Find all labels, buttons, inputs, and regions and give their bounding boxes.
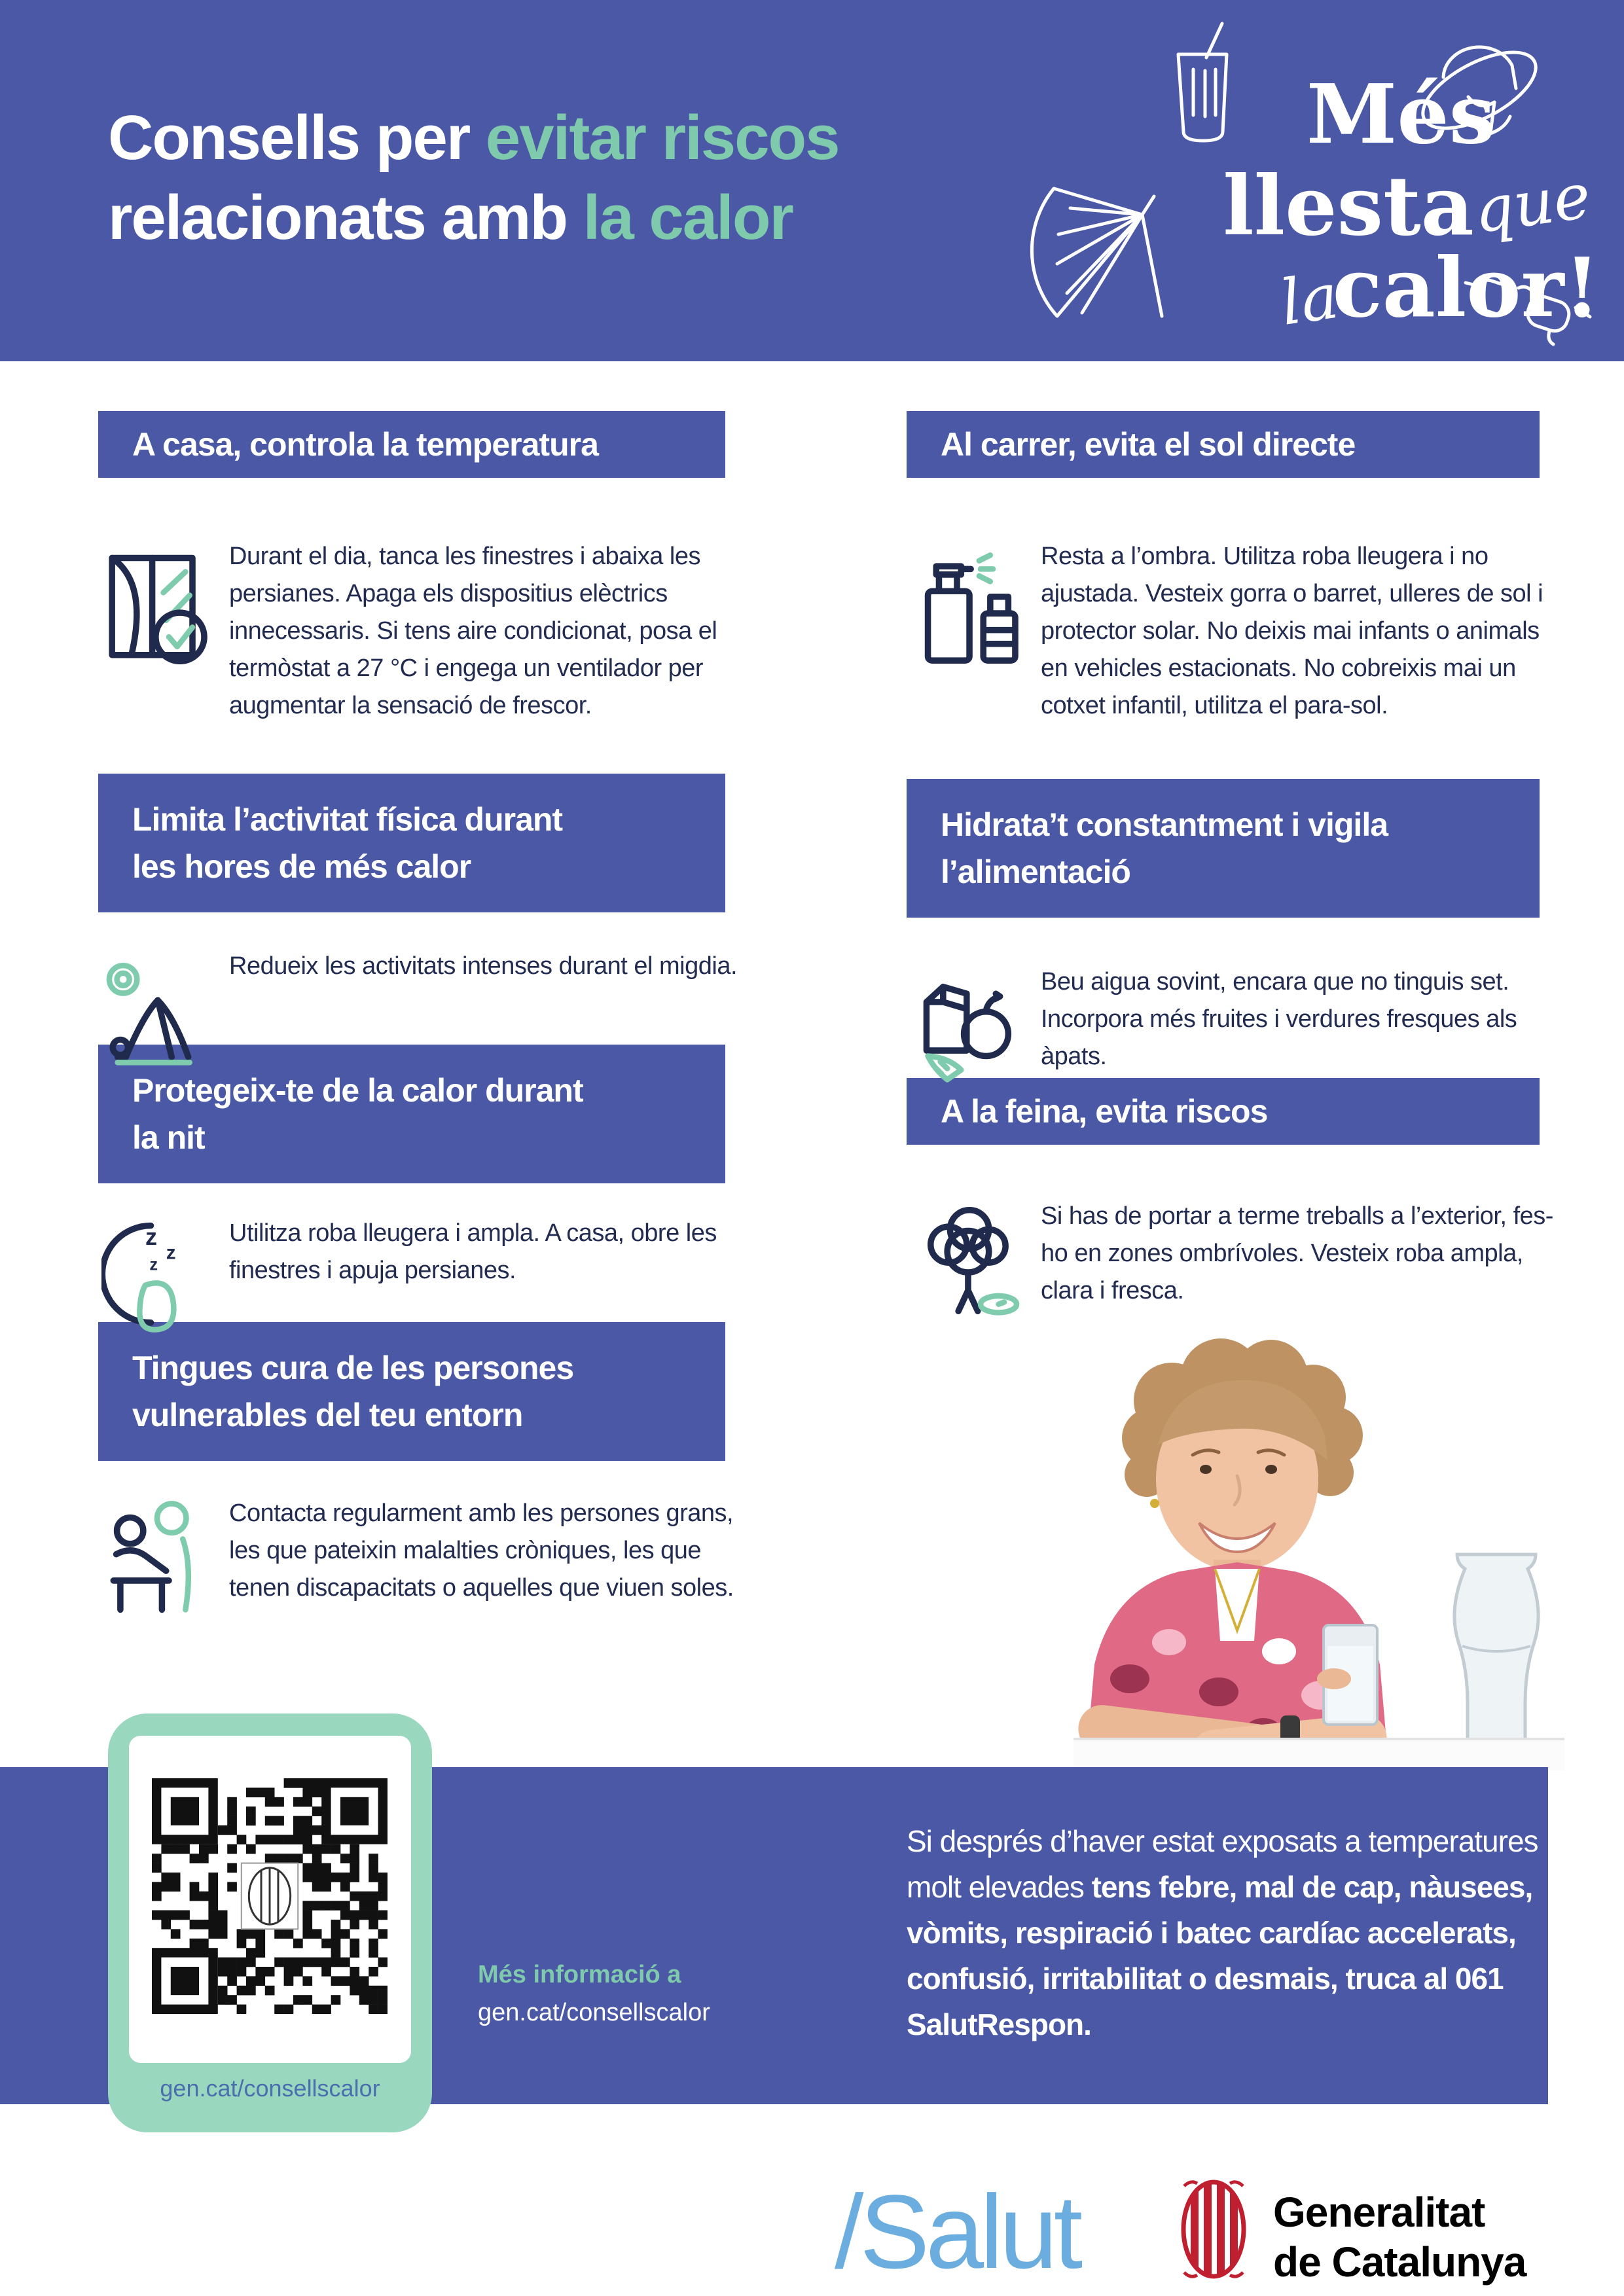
yoga-icon [101,952,213,1069]
moon-sleep-icon [101,1219,213,1336]
logo-word-llesta: llesta [1223,158,1474,254]
salut-logo: /Salut [835,2173,1079,2290]
tip-text: Contacta regularment amb les persones grans, les que pateixin malalties cròniques, les que tenen discapacitats o aquelles que viuen soles. [229,1499,734,1602]
water-carafe [1454,1554,1538,1765]
window-check-icon [101,552,213,670]
more-info-lead: Més informació a [478,1961,681,1988]
tip-home-temperature [98,538,759,725]
bar-text: Al carrer, evita el sol directe [941,426,1356,463]
logo-word-calor: calor! [1332,240,1600,336]
bar-text-line1: Protegeix-te de la calor durant [132,1072,583,1109]
bar-text: A la feina, evita riscos [941,1093,1268,1130]
alert-emphasis: tens febre, mal de cap, nàusees, vòmits, respiració i batec cardíac accelerats, confusió, irritabilitat o desmais, truca al 061 SalutRespon. [907,1870,1533,2041]
alert-intro: Si després d’haver estat exposats a temperatures molt elevades [907,1824,1538,1904]
title-line2-white: relacionats amb [108,183,583,253]
generalitat-line2: de Catalunya [1273,2238,1526,2286]
header [0,0,1624,361]
tip-text: Utilitza roba lleugera i ampla. A casa, obre les finestres i apuja persianes. [229,1219,717,1284]
generalitat-line1: Generalitat [1273,2189,1485,2236]
tip-text: Beu aigua sovint, encara que no tinguis set. Incorpora més fruites i verdures fresques als àpats. [1041,968,1517,1070]
section-title-street-sun [907,411,1540,478]
more-info-block [478,1956,710,2032]
table [1074,1739,1564,1770]
section-title-hydration [907,779,1540,918]
section-title-home-temperature [98,411,725,478]
campaign-logo-mes-llesta-que-la-calor [1018,18,1600,340]
qr-frame [129,1736,411,2063]
section-title-work-risks [907,1078,1540,1145]
tip-text: Durant el dia, tanca les finestres i abaixa les persianes. Apaga els dispositius elèctrics innecessaris. Si tens aire condicionat, posa el termòstat a 27 °C i engega un ventilador per augmentar la sensació de frescor. [229,543,717,719]
title-line1-white: Consells per [108,103,486,173]
bar-text-line2: la nit [132,1119,205,1156]
generalitat-wordmark [1273,2187,1526,2287]
qr-caption: gen.cat/consellscalor [160,2075,380,2102]
svg-text:z: z [166,1242,176,1264]
bar-text-line1: Limita l’activitat física durant [132,801,563,838]
tip-hydration [910,963,1571,1075]
tip-street-sun [910,538,1571,725]
tip-text: Resta a l’ombra. Utilitza roba lleugera i no ajustada. Vesteix gorra o barret, ulleres de sol i protector solar. No deixis mai infants o animals en vehicles estacionats. No cobreixis mai un cotxet infantil, utilitza el para-sol. [1041,543,1543,719]
svg-text:z: z [149,1255,158,1274]
tree-shade-icon [913,1202,1024,1319]
bar-text-line1: Tingues cura de les persones [132,1350,574,1386]
generalitat-shield-icon [1175,2174,1252,2284]
bar-text-line1: Hidrata’t constantment i vigila [941,806,1388,843]
tip-limit-activity [98,948,759,985]
hand-fan-doodle-icon [1032,188,1162,316]
tip-vulnerable-people [98,1495,759,1607]
title-line1-accent: evitar riscos [485,103,839,173]
water-glass [1317,1625,1377,1725]
tip-text: Si has de portar a terme treballs a l’exterior, fes-ho en zones ombrívoles. Vesteix roba ampla, clara i fresca. [1041,1202,1553,1304]
more-info-url: gen.cat/consellscalor [478,1999,710,2026]
section-title-vulnerable-people [98,1322,725,1461]
glass-doodle-icon [1178,24,1227,141]
tip-text: Redueix les activitats intenses durant el migdia. [229,952,738,980]
bar-text: A casa, controla la temperatura [132,426,598,463]
tip-work-risks [910,1198,1571,1310]
logo-word-que: que [1469,160,1595,248]
svg-text:z: z [145,1223,157,1251]
section-title-limit-activity [98,774,725,912]
caring-person-icon [101,1499,213,1617]
emergency-advice [907,1818,1538,2047]
logo-word-mes: Més [1306,67,1496,162]
bar-text-line2: les hores de més calor [132,848,471,885]
elderly-woman-photo [897,1338,1564,1770]
tip-night-protection [98,1215,759,1289]
bar-text-line2: vulnerables del teu entorn [132,1397,523,1433]
bar-text-line2: l’alimentació [941,853,1130,890]
sunscreen-spray-icon [913,552,1024,670]
healthy-food-icon [913,967,1024,1085]
logo-word-la: la [1276,260,1343,340]
title-line2-accent: la calor [583,183,793,253]
page-title [108,98,839,258]
qr-card [108,1713,432,2132]
qr-code [152,1778,388,2014]
